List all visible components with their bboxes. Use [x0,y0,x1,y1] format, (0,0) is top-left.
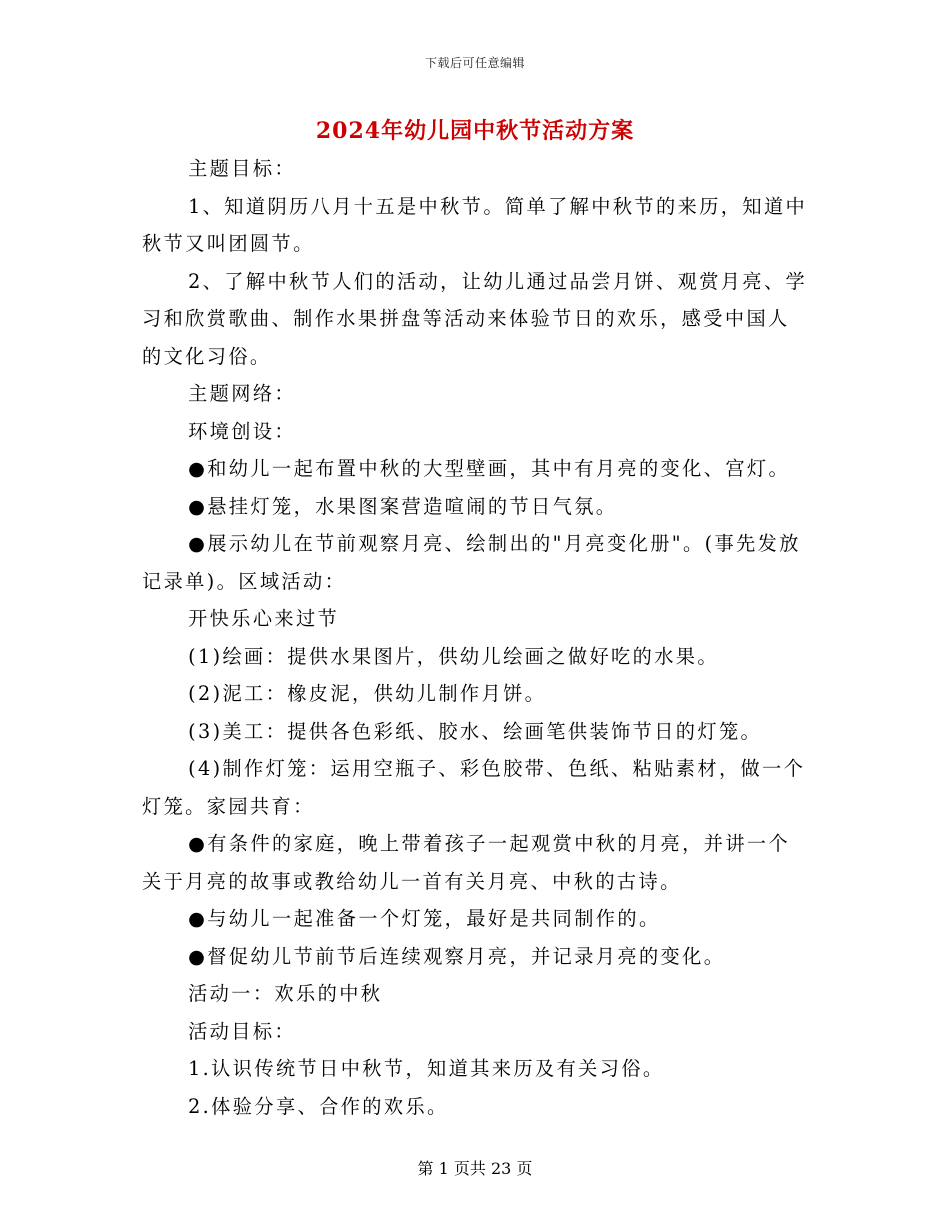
paragraph: (1)绘画：提供水果图片，供幼儿绘画之做好吃的水果。 [188,644,719,668]
paragraph: 2、了解中秋节人们的活动，让幼儿通过品尝月饼、观赏月亮、学习和欣赏歌曲、制作水果拼盘等活动来体验节日的欢乐，感受中国人的文化习俗。 [142,269,808,368]
paragraph: 开快乐心来过节 [188,607,340,630]
paragraph: 主题目标： [188,157,297,180]
paragraph: ●督促幼儿节前节后连续观察月亮，并记录月亮的变化。 [188,944,726,968]
paragraph: ●展示幼儿在节前观察月亮、绘制出的"月亮变化册"。(事先发放记录单)。区域活动： [142,532,801,593]
paragraph: ●与幼儿一起准备一个灯笼，最好是共同制作的。 [188,907,661,930]
paragraph: (2)泥工：橡皮泥，供幼儿制作月饼。 [188,682,547,705]
paragraph: 活动目标： [188,1019,297,1043]
paragraph: 环境创设： [188,419,297,443]
paragraph: ●和幼儿一起布置中秋的大型壁画，其中有月亮的变化、宫灯。 [188,457,791,480]
paragraph: 活动一：欢乐的中秋 [188,982,383,1005]
paragraph: ●悬挂灯笼，水果图案营造喧闹的节日气氛。 [188,494,618,518]
paragraph: 2.体验分享、合作的欢乐。 [188,1094,449,1118]
paragraph: (4)制作灯笼：运用空瓶子、彩色胶带、色纸、粘贴素材，做一个灯笼。家园共育： [142,757,806,818]
header-note: 下载后可任意编辑 [424,56,525,70]
page-number: 第 1 页共 23 页 [417,1159,533,1178]
document-title: 2024年幼儿园中秋节活动方案 [315,118,635,144]
paragraph: 主题网络： [188,382,297,405]
paragraph: ●有条件的家庭，晚上带着孩子一起观赏中秋的月亮，并讲一个关于月亮的故事或教给幼儿一首有关月亮、中秋的古诗。 [142,832,791,893]
paragraph: 1.认识传统节日中秋节，知道其来历及有关习俗。 [188,1057,665,1080]
document-body [142,150,810,1125]
paragraph: (3)美工：提供各色彩纸、胶水、绘画笔供装饰节日的灯笼。 [188,719,763,743]
paragraph: 1、知道阴历八月十五是中秋节。简单了解中秋节的来历，知道中秋节又叫团圆节。 [142,194,808,255]
